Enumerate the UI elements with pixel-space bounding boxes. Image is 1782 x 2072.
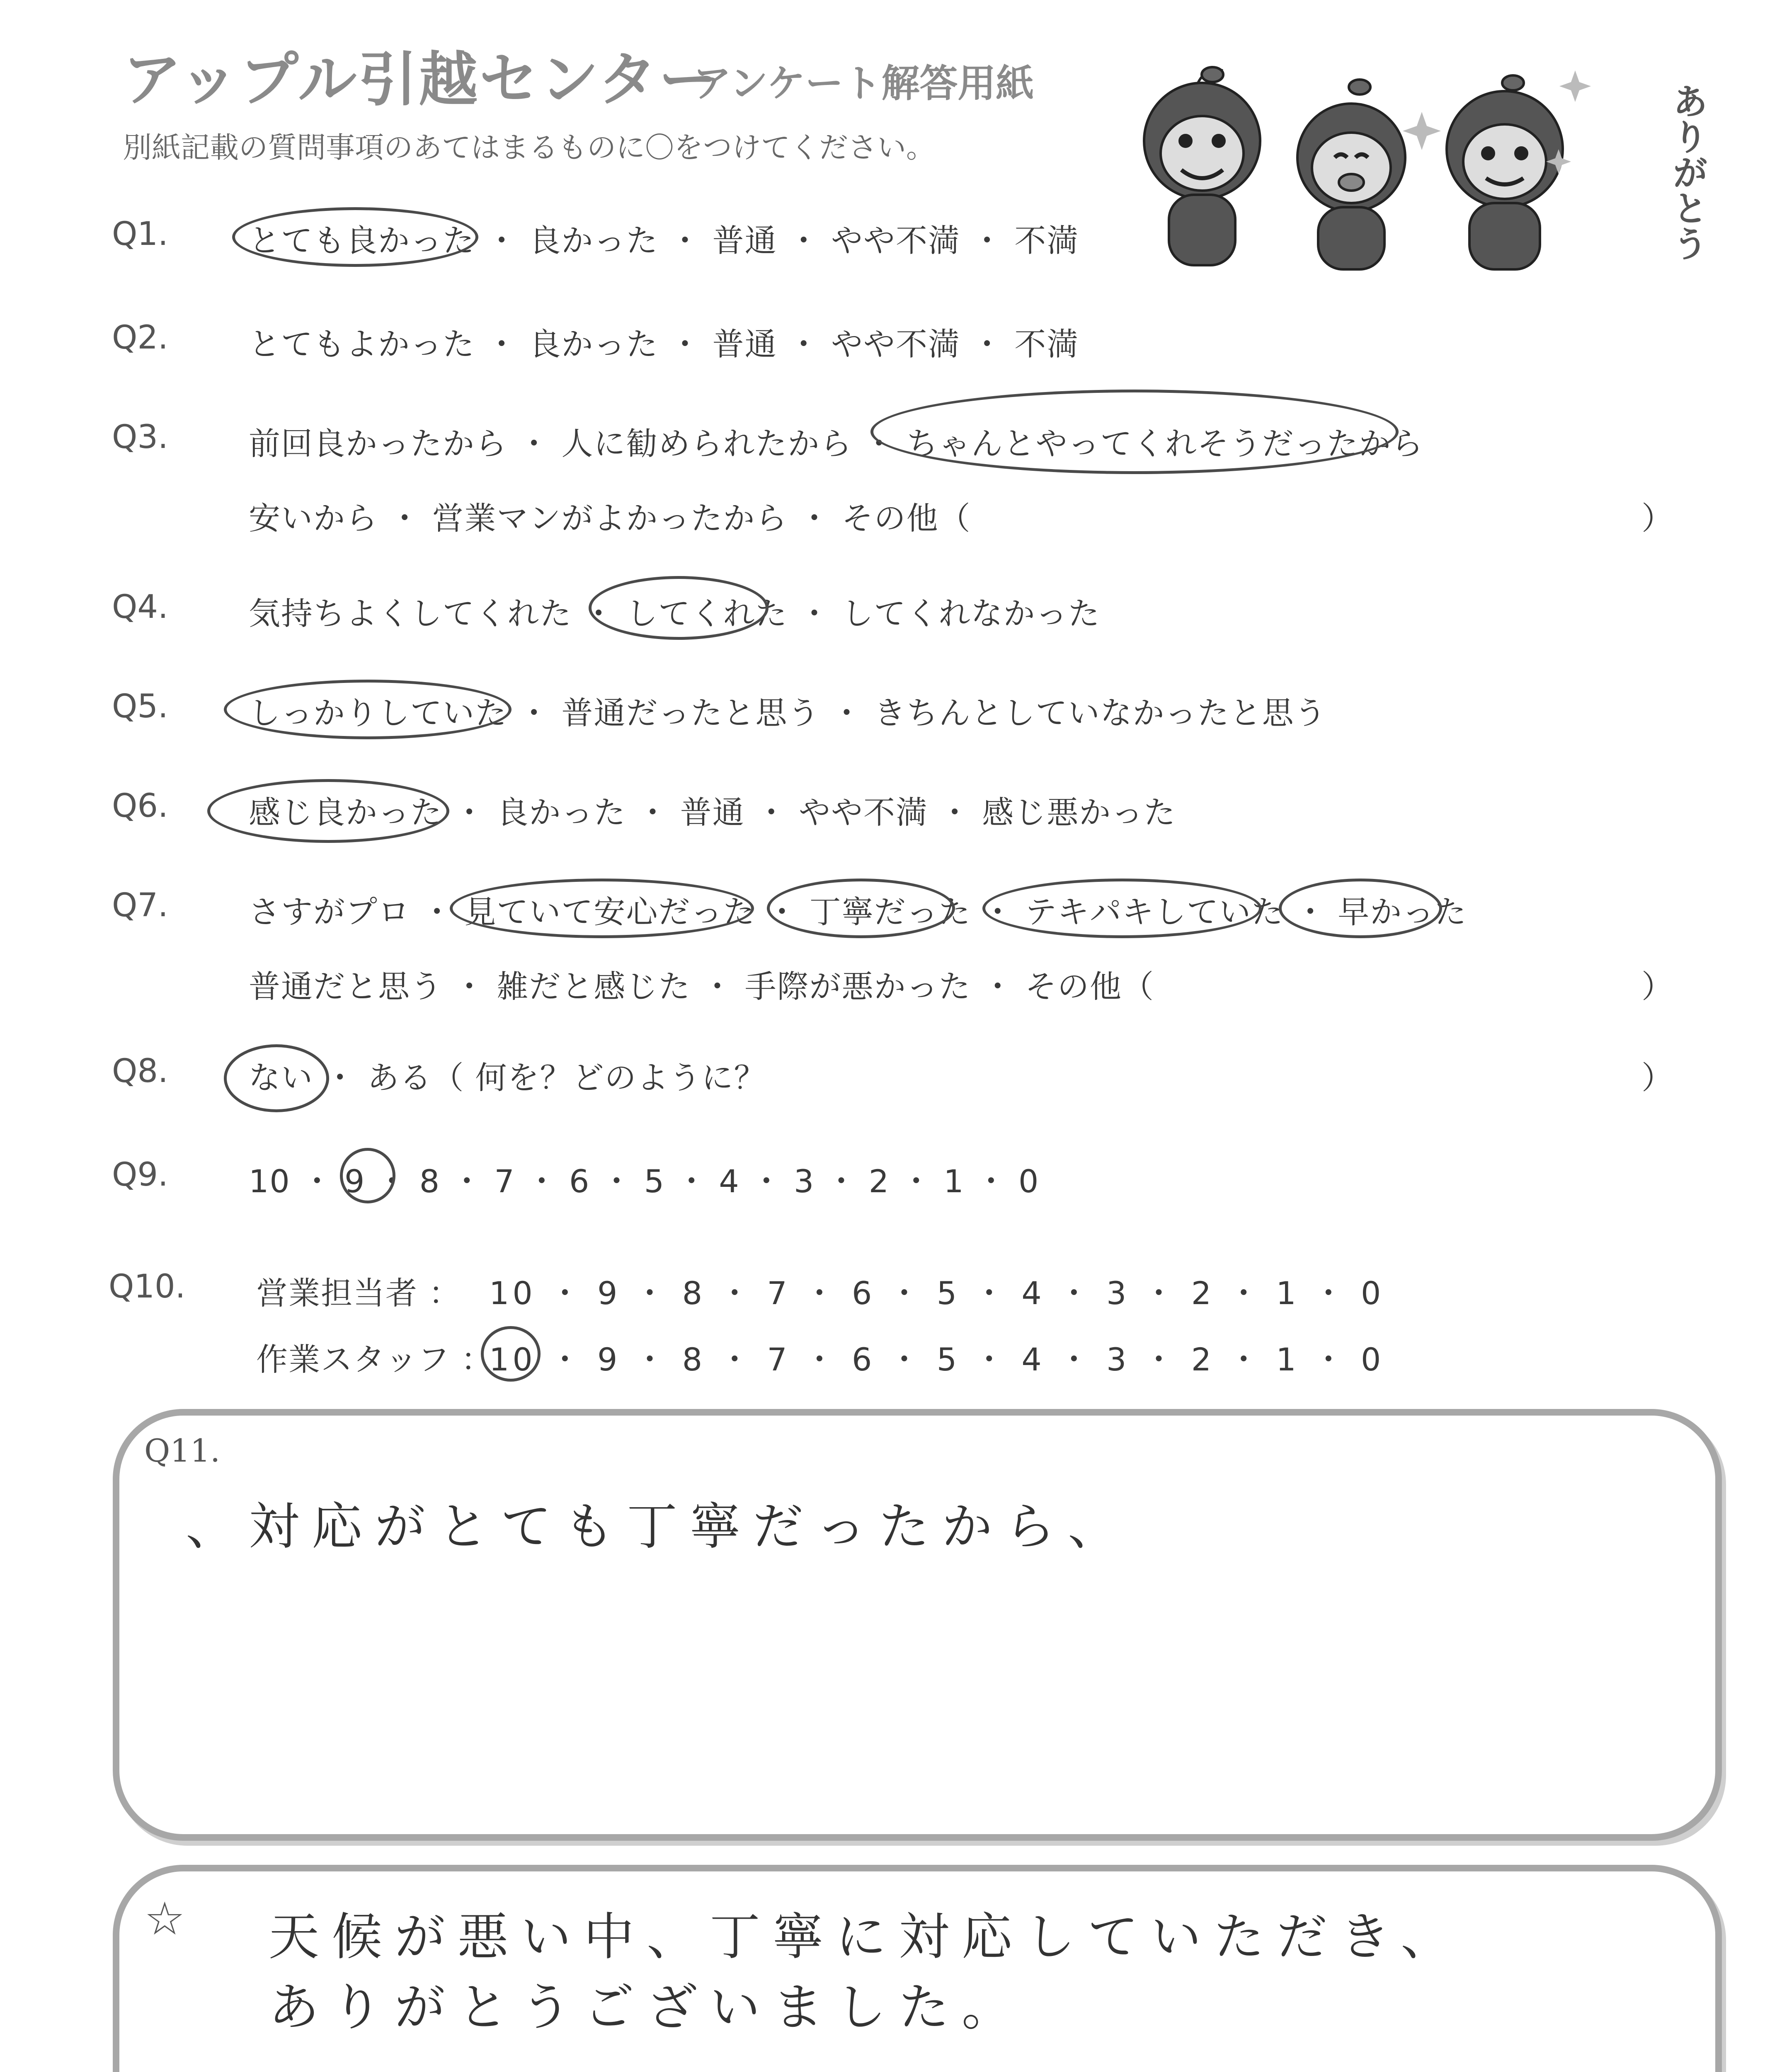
circle-mark [982,879,1262,938]
q10-staff-label: 作業スタッフ ： [256,1341,494,1378]
answer-options-line: とてもよかった ・ 良かった ・ 普通 ・ やや不満 ・ 不満 [249,326,1079,363]
document-title: アップル引越センター [123,46,719,114]
circle-mark [870,390,1399,474]
answer-options-line: とても良かった ・ 良かった ・ 普通 ・ やや不満 ・ 不満 [249,222,1079,259]
answer-options-line: 感じ良かった ・ 良かった ・ 普通 ・ やや不満 ・ 感じ悪かった [249,794,1176,831]
closing-parenthesis: ） [1641,968,1673,1005]
q11-label: Q11. [144,1432,221,1469]
question-number: Q6. [112,787,168,825]
free-comment-box [113,1865,1722,2072]
question-number: Q9. [112,1156,168,1193]
circle-mark [340,1148,395,1203]
circle-mark [207,779,449,843]
closing-parenthesis: ） [1641,500,1673,537]
answer-options-line: 前回良かったから ・ 人に勧められたから ・ ちゃんとやってくれそうだったから [249,425,1424,462]
q10-staff-circle-mark [481,1326,541,1382]
answer-options-line: しっかりしていた ・ 普通だったと思う ・ きちんとしていなかったと思う [249,695,1327,731]
circle-mark [450,879,754,938]
answer-options-line: 10 ・ 9 ・ 8 ・ 7 ・ 6 ・ 5 ・ 4 ・ 3 ・ 2 ・ 1 ・ 0 [249,1163,1040,1200]
question-number: Q5. [112,688,168,725]
question-number: Q3. [112,419,168,456]
answer-options-line: さすがプロ ・ 見ていて安心だった ・ 丁寧だった ・ テキパキしていた ・ 早かった [249,893,1467,930]
q10-number: Q10. [109,1268,186,1305]
comment-handwritten-line-1: 天候が悪い中、丁寧に対応していただき、 [269,1907,1464,1966]
document-subtitle: アンケート解答用紙 [693,61,1034,106]
answer-options-line: 気持ちよくしてくれた ・ してくれた ・ してくれなかった [249,595,1101,632]
mascot-thank-you-text: ありがとう [1666,83,1708,261]
monkey-mascots-illustration [1136,58,1724,282]
instruction-text: 別紙記載の質問事項のあてはまるものに〇をつけてください。 [123,131,935,165]
answer-options-line: ない ・ ある（ 何を？どのように？ [249,1059,766,1096]
q11-free-comment-box [113,1409,1722,1841]
comment-handwritten-line-2: ありがとうございました。 [269,1978,1025,2037]
question-number: Q2. [112,319,168,356]
question-number: Q4. [112,588,168,626]
question-number: Q1. [112,215,168,253]
circle-mark [589,576,769,640]
question-number: Q7. [112,887,168,924]
question-number: Q8. [112,1053,168,1090]
q10-sales-scale: 10 ・ 9 ・ 8 ・ 7 ・ 6 ・ 5 ・ 4 ・ 3 ・ 2 ・ 1 ・ 0 [489,1275,1384,1312]
answer-options-line: 普通だと思う ・ 雑だと感じた ・ 手際が悪かった ・ その他（ [249,968,1154,1005]
answer-options-line: 安いから ・ 営業マンがよかったから ・ その他（ [249,500,971,537]
q11-handwritten-answer: 、対応がとても丁寧だったから、 [186,1497,1131,1556]
circle-mark [232,207,478,267]
q10-staff-scale: 10 ・ 9 ・ 8 ・ 7 ・ 6 ・ 5 ・ 4 ・ 3 ・ 2 ・ 1 ・ 0 [489,1341,1384,1378]
q10-sales-label: 営業担当者 ： [256,1275,461,1312]
circle-mark [1279,879,1442,938]
circle-mark [767,879,955,938]
circle-mark [224,1044,329,1112]
star-label: ☆ [144,1892,185,1945]
circle-mark [224,680,512,739]
closing-parenthesis: ） [1641,1059,1673,1096]
